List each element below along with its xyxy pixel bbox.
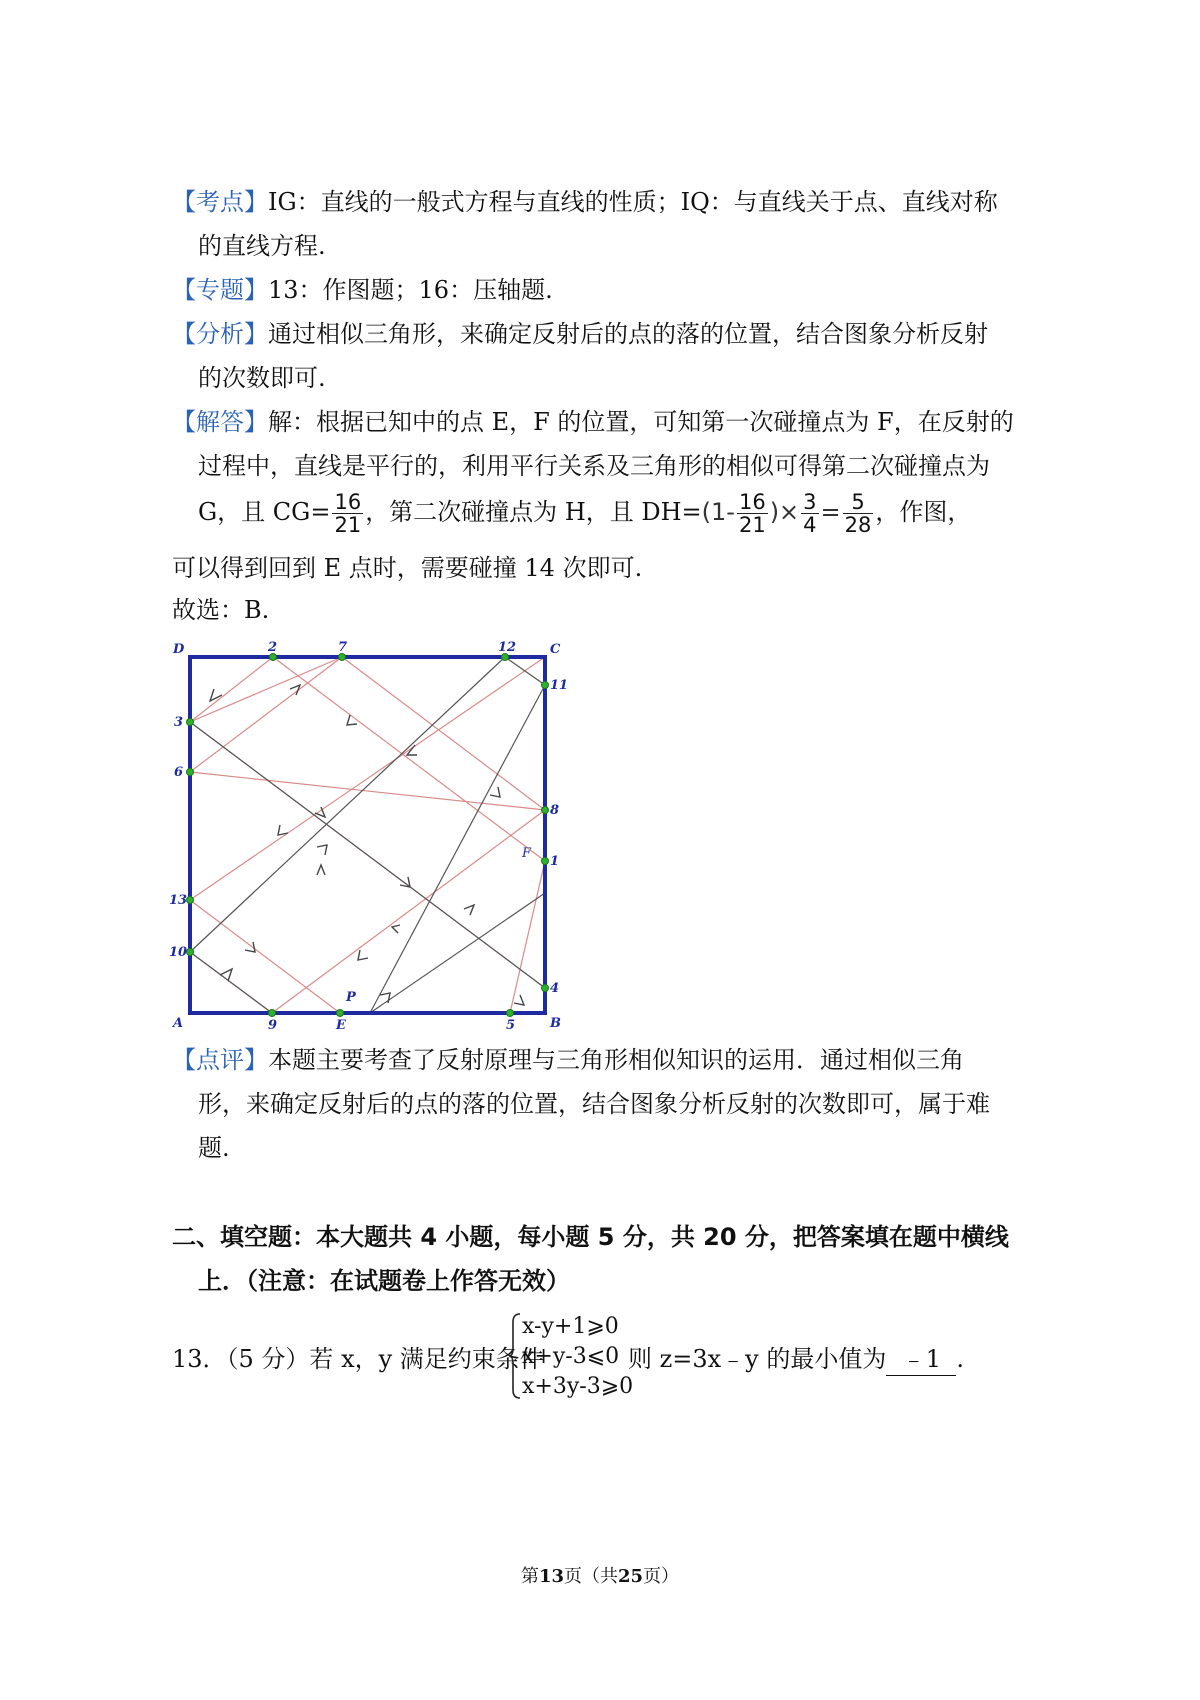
jieda-text-3a: G，且 CG= <box>198 498 331 526</box>
arrow-icon <box>514 995 524 1005</box>
arrow-icon <box>317 865 325 875</box>
corner-C: C <box>550 642 561 657</box>
dh-f2-denominator: 4 <box>803 513 817 537</box>
red-path-segment <box>510 861 545 1013</box>
dh-f2-numerator: 3 <box>803 490 817 514</box>
label-left-6: 6 <box>174 765 184 780</box>
point-10 <box>187 949 194 956</box>
zhuanti-text: 13：作图题；16：压轴题. <box>268 276 553 304</box>
red-path-segment <box>273 657 545 861</box>
dh-f3-numerator: 5 <box>843 491 874 514</box>
red-path-segment <box>190 657 273 722</box>
jieda-line-1 <box>172 406 1014 438</box>
jieda-text-3c: ，作图， <box>875 498 972 526</box>
zhuanti-tag: 【专题】 <box>172 276 268 304</box>
zhuanti-line <box>172 274 553 306</box>
point-13 <box>187 897 194 904</box>
corner-B: B <box>550 1016 561 1031</box>
arrow-icon <box>210 689 222 701</box>
kaodian-line-1 <box>172 186 998 218</box>
kaodian-tag: 【考点】 <box>172 188 268 216</box>
dh-fraction-2 <box>801 491 818 536</box>
arrow-icon <box>358 950 368 960</box>
label-F: F <box>522 846 532 861</box>
label-left-13: 13 <box>169 893 188 908</box>
label-bottom-E: E <box>336 1018 346 1033</box>
dark-path-segment <box>190 952 272 1013</box>
reflection-figure <box>160 635 580 1035</box>
kaodian-text-1: IG：直线的一般式方程与直线的性质；IQ：与直线关于点、直线对称 <box>268 188 998 216</box>
arrow-icon <box>245 942 255 952</box>
red-path-segment <box>190 657 545 900</box>
point-1 <box>542 858 549 865</box>
q13-question <box>628 1343 964 1376</box>
arrow-icon <box>317 845 327 855</box>
dianping-line-3: 题. <box>198 1134 230 1162</box>
dh-f1-numerator: 16 <box>738 490 766 514</box>
q13-constraint-2: x+y-3⩽0 <box>522 1344 620 1369</box>
label-left-3: 3 <box>174 715 184 730</box>
label-bottom-9: 9 <box>268 1018 278 1033</box>
left-brace-icon <box>508 1312 522 1400</box>
label-right-4: 4 <box>550 981 560 996</box>
arrow-icon <box>464 905 474 915</box>
label-left-10: 10 <box>169 945 188 960</box>
q13-answer: ﹣1 <box>886 1343 956 1376</box>
point-5 <box>507 1010 514 1017</box>
dianping-line-2: 形，来确定反射后的点的落的位置，结合图象分析反射的次数即可，属于难 <box>198 1090 990 1118</box>
jieda-line-4: 可以得到回到 E 点时，需要碰撞 14 次即可. <box>172 554 643 582</box>
red-path-segment <box>190 657 342 722</box>
label-right-11: 11 <box>550 678 569 693</box>
jieda-line-2: 过程中，直线是平行的，利用平行关系及三角形的相似可得第二次碰撞点为 <box>198 452 990 480</box>
page-footer <box>0 1562 1200 1588</box>
dark-path-segment <box>370 893 545 1013</box>
jieda-text-3b: ，第二次碰撞点为 H，且 DH= <box>365 498 702 526</box>
footer-page-number: 13 <box>538 1566 564 1587</box>
figure-labels <box>169 640 568 1033</box>
fenxi-tag: 【分析】 <box>172 320 268 348</box>
label-right-1: 1 <box>550 854 560 869</box>
dianping-tag: 【点评】 <box>172 1046 268 1074</box>
q13-constraint-1: x-y+1⩾0 <box>522 1314 619 1339</box>
label-bottom-5: 5 <box>506 1018 516 1033</box>
dh-f1-denominator: 21 <box>738 513 766 537</box>
label-right-8: 8 <box>550 803 560 818</box>
label-top-12: 12 <box>498 640 517 655</box>
dh-fraction-3 <box>843 491 874 536</box>
cg-fraction <box>332 491 363 536</box>
dh-close: )× <box>769 498 800 526</box>
q13-prefix: 13．（5 分）若 x，y 满足约束条件 <box>172 1345 544 1373</box>
label-P: P <box>346 990 356 1005</box>
square-border <box>190 657 545 1013</box>
label-top-7: 7 <box>338 640 348 655</box>
cg-numerator: 16 <box>334 490 362 514</box>
dh-equals: = <box>820 498 841 526</box>
jieda-line-5: 故选：B. <box>172 596 270 624</box>
arrow-icon <box>392 925 400 933</box>
dh-fraction-1 <box>737 491 768 536</box>
fenxi-line-1 <box>172 318 988 350</box>
arrow-icon <box>290 685 300 695</box>
point-11 <box>542 682 549 689</box>
arrow-icon <box>380 993 390 1003</box>
point-E <box>337 1010 344 1017</box>
red-path-segment <box>342 657 545 810</box>
point-4 <box>542 985 549 992</box>
direction-arrows <box>210 685 524 1005</box>
red-reflection-paths <box>190 657 545 1013</box>
kaodian-line-2: 的直线方程. <box>198 232 326 260</box>
footer-mid: 页（共 <box>564 1566 618 1587</box>
corner-A: A <box>173 1016 184 1031</box>
footer-total-pages: 25 <box>618 1566 644 1587</box>
dark-path-segment <box>370 685 545 1013</box>
red-path-segment <box>190 772 545 810</box>
fenxi-text-1: 通过相似三角形，来确定反射后的点的落的位置，结合图象分析反射 <box>268 320 988 348</box>
red-path-segment <box>272 810 545 1013</box>
jieda-tag: 【解答】 <box>172 408 268 436</box>
red-path-segment <box>190 657 342 772</box>
fenxi-line-2: 的次数即可. <box>198 364 326 392</box>
q13-suffix: . <box>956 1345 965 1373</box>
point-8 <box>542 807 549 814</box>
red-path-segment <box>190 900 340 1013</box>
jieda-text-1: 解：根据已知中的点 E，F 的位置，可知第一次碰撞点为 F，在反射的 <box>268 408 1014 436</box>
dark-path-segment <box>190 722 545 988</box>
q13-middle: 则 z=3x﹣y 的最小值为 <box>628 1345 887 1373</box>
label-top-2: 2 <box>268 640 278 655</box>
arrow-icon <box>278 825 288 835</box>
footer-post: 页） <box>643 1566 680 1587</box>
section2-heading-1: 二、填空题：本大题共 4 小题，每小题 5 分，共 20 分，把答案填在题中横线 <box>172 1223 1009 1251</box>
point-6 <box>187 769 194 776</box>
collision-points <box>187 654 549 1017</box>
section2-heading-2: 上．（注意：在试题卷上作答无效） <box>198 1267 570 1295</box>
corner-D: D <box>173 642 185 657</box>
jieda-line-3 <box>198 490 971 536</box>
dianping-text-1: 本题主要考查了反射原理与三角形相似知识的运用．通过相似三角 <box>268 1046 964 1074</box>
cg-denominator: 21 <box>334 513 362 537</box>
dianping-line-1 <box>172 1044 964 1076</box>
footer-pre: 第 <box>520 1566 539 1587</box>
dark-reflection-paths <box>190 657 545 1013</box>
dh-f3-denominator: 28 <box>844 513 872 537</box>
q13-constraint-3: x+3y-3⩾0 <box>522 1374 634 1399</box>
point-3 <box>187 719 194 726</box>
point-9 <box>269 1010 276 1017</box>
dh-open: (1- <box>701 498 735 526</box>
arrow-icon <box>490 787 500 797</box>
